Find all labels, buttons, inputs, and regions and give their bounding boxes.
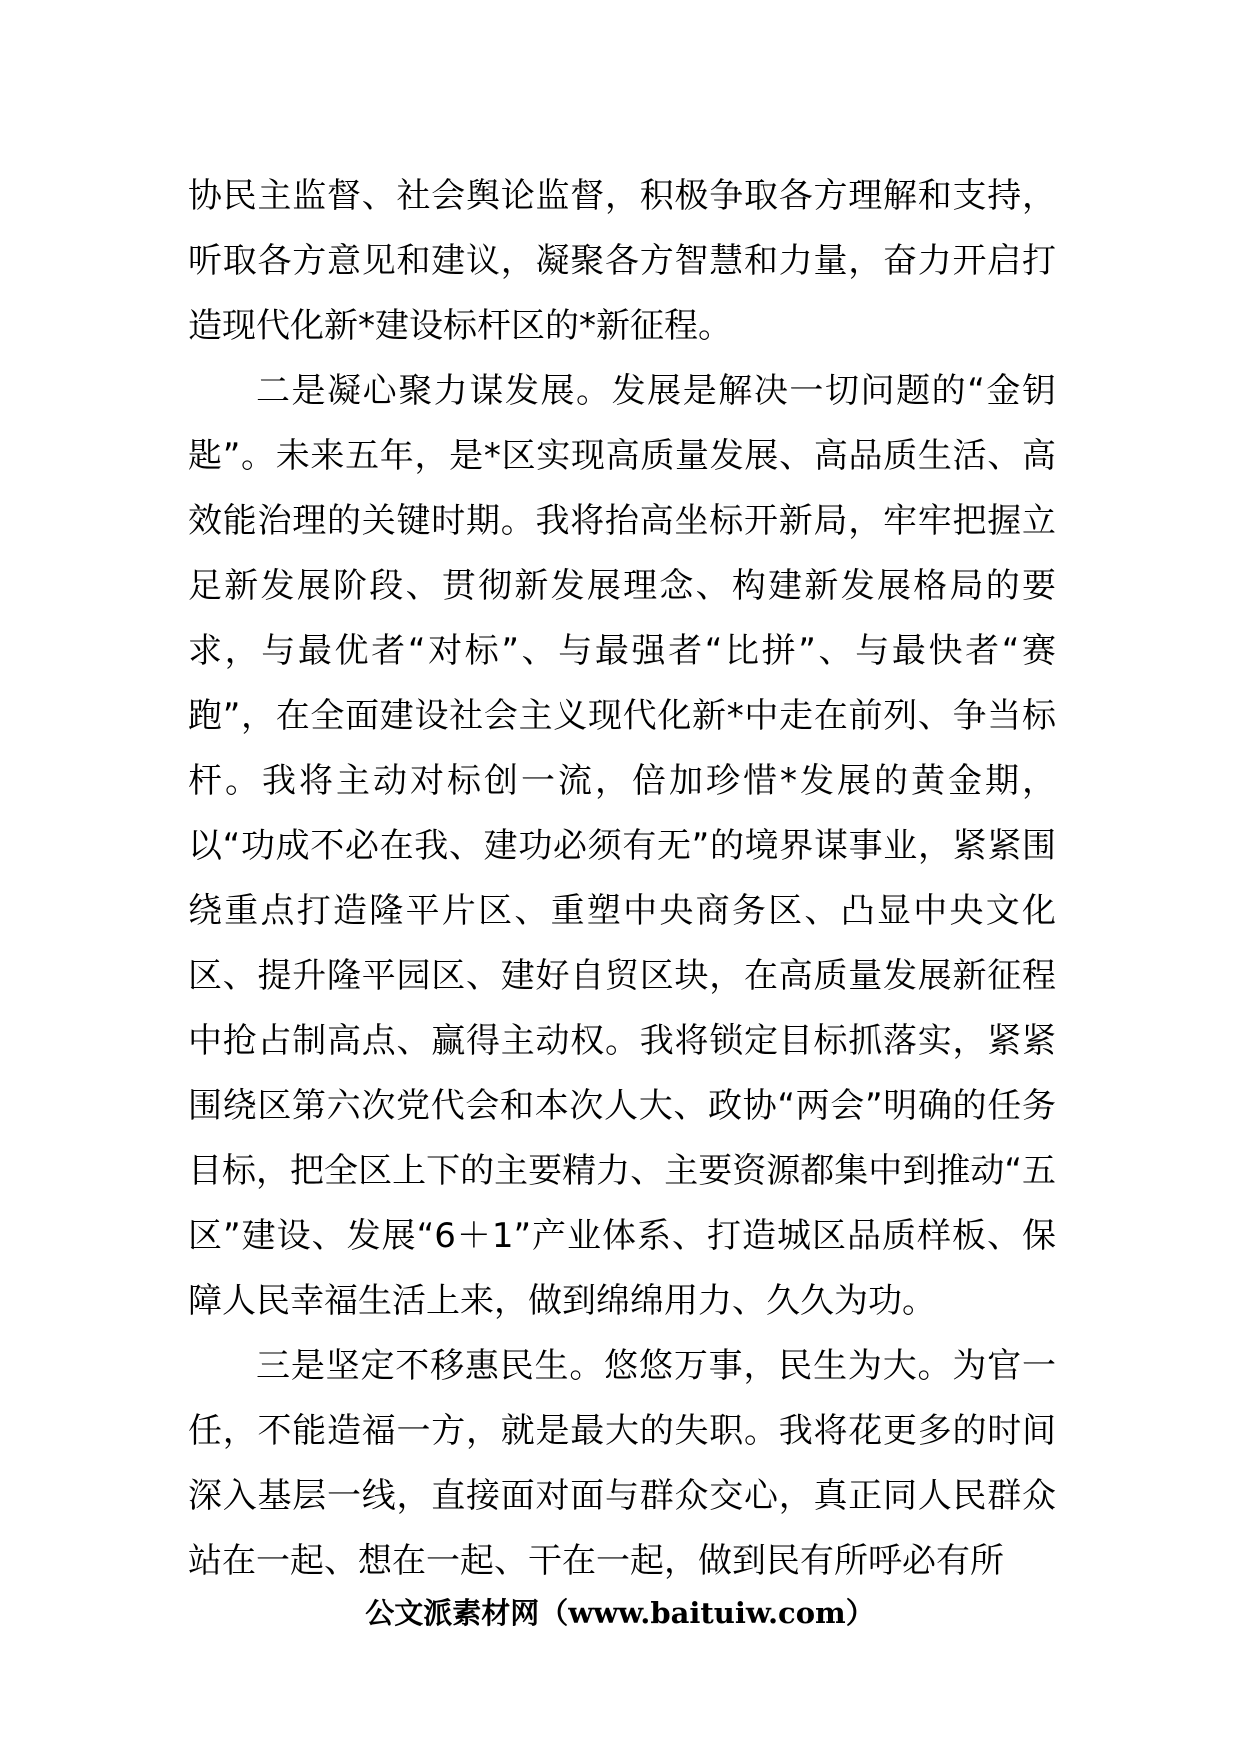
body-paragraph-3: 三是坚定不移惠民生。悠悠万事，民生为大。为官一任，不能造福一方，就是最大的失职。我将花更多的时间深入基层一线，直接面对面与群众交心，真正同人民群众站在一起、想在一起、干在一起，做到民有所呼必有所	[188, 1346, 1056, 1581]
body-paragraph-2: 二是凝心聚力谋发展。发展是解决一切问题的“金钥匙”。未来五年，是*区实现高质量发展、高品质生活、高效能治理的关键时期。我将抬高坐标开新局，牢牢把握立足新发展阶段、贯彻新发展理念、构建新发展格局的要求，与最优者“对标”、与最强者“比拼”、与最快者“赛跑”，在全面建设社会主义现代化新*中走在前列、争当标杆。我将主动对标创一流，倍加珍惜*发展的黄金期，以“功成不必在我、建功必须有无”的境界谋事业，紧紧围绕重点打造隆平片区、重塑中央商务区、凸显中央文化区、提升隆平园区、建好自贸区块，在高质量发展新征程中抢占制高点、赢得主动权。我将锁定目标抓落实，紧紧围绕区第六次党代会和本次人大、政协“两会”明确的任务目标，把全区上下的主要精力、主要资源都集中到推动“五区”建设、发展“6＋1”产业体系、打造城区品质样板、保障人民幸福生活上来，做到绵绵用力、久久为功。	[188, 371, 1056, 1321]
body-paragraph-1: 协民主监督、社会舆论监督，积极争取各方理解和支持，听取各方意见和建议，凝聚各方智慧和力量，奋力开启打造现代化新*建设标杆区的*新征程。	[188, 176, 1056, 346]
footer-watermark: 公文派素材网（www.baituiw.com）	[365, 1596, 875, 1630]
